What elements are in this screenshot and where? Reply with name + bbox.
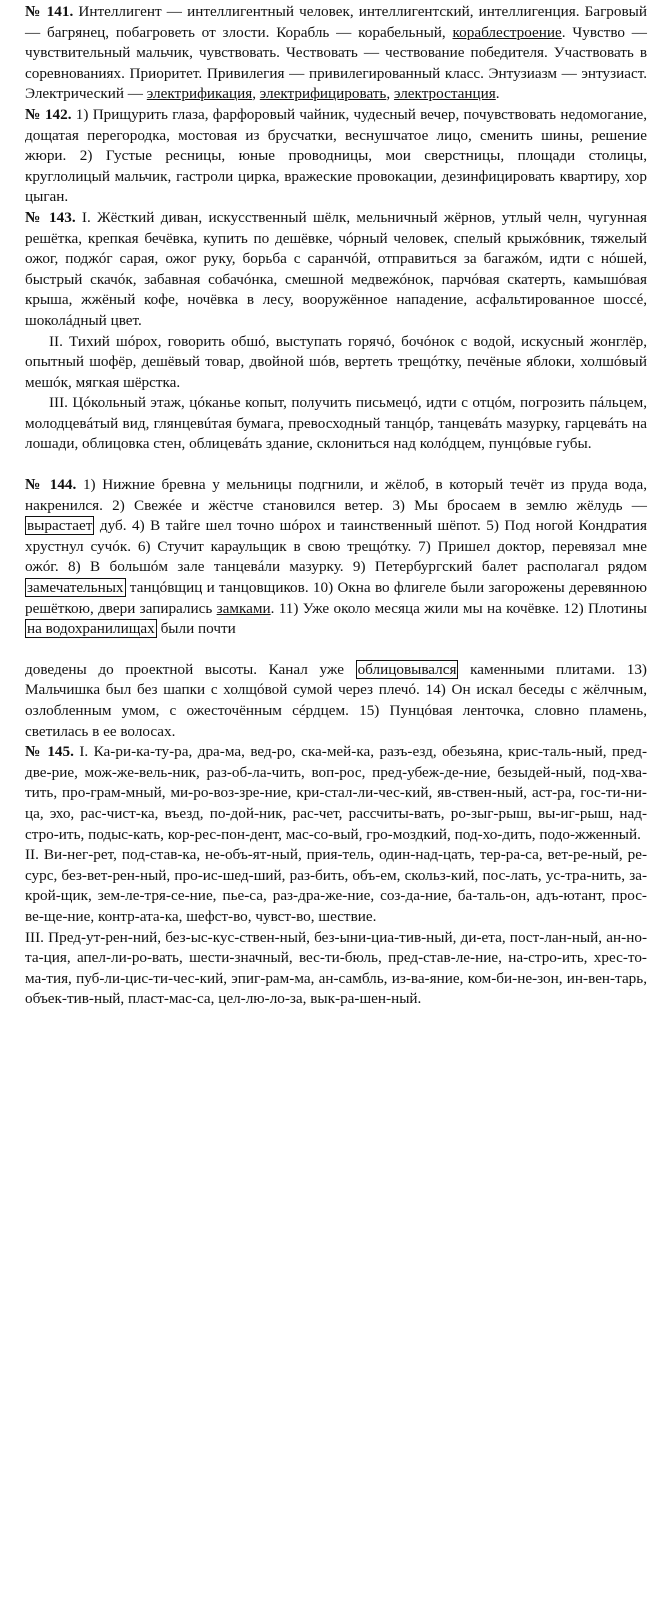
exercise-number: № 141. xyxy=(25,3,74,20)
exercise-142 xyxy=(25,105,647,208)
exercise-143 xyxy=(25,208,647,332)
exercise-143-part-3: III. Цóкольный этаж, цóканье копыт, получить письмецó, идти с отцóм, погрозить пáльцем, молодцевáтый вид, глянцевúтая бумага, превосходный танцóр, танцевáть мазурку, гарцевáть на лошади, облицовка стен, облицевáть здание, склониться над колóдцем, пунцóвые губы. xyxy=(25,394,647,453)
exercise-text: , xyxy=(386,85,394,103)
exercise-text: . Чувство — чувствительный мальчик, чувствовать. Чествовать — чествование победителя. Участвовать в соревнованиях. Приоритет. Привилегия — привилегированный класс. Энтузиазм — энтузиаст. Электрический — xyxy=(25,23,647,103)
underlined-word: кораблестроение xyxy=(452,23,562,41)
underlined-word: электрифицировать xyxy=(259,85,387,103)
exercise-number: № 144. xyxy=(25,476,77,494)
exercise-145 xyxy=(25,742,647,845)
word-morpheme-marked: вырастает xyxy=(27,517,93,535)
word-morpheme-marked: облицовывался xyxy=(357,660,457,678)
exercise-145-part-3: III. Пред-ут-рен-ний, без-ыс-кус-ствен-ный, без-ыни-циа-тив-ный, ди-ета, пост-лан-ный, ан-но-та-ция, апел-ли-ро-вать, шести-значный, вес-ти-бюль, пред-став-ле-ние, на-стро-ить, хрес-то-ма-тия, пуб-ли-цис-ти-чес-кий, эпиг-рам-ма, ан-самбль, из-ва-яние, ком-би-не-зон, ин-вен-тарь, объек-тив-ный, пласт-мас-са, цел-лю-ло-за, вык-ра-шен-ный. xyxy=(25,928,647,1008)
exercise-text: 1) Прищурить глаза, фарфоровый чайник, чудесный вечер, почувствовать недомогание, дощатая перегородка, мостовая из брусчатки, веснушчатое лицо, сменить шины, решение жюри. 2) Густые ресницы, юные проводницы, мои сверстницы, площади столицы, круглолицый мальчик, гастроли цирка, вражеские провокации, дезинфицировать квартиру, хор цыган. xyxy=(25,105,648,206)
underlined-word: электрификация xyxy=(146,85,253,103)
exercise-number: № 142. xyxy=(25,105,72,123)
exercise-text: I. Жёсткий диван, искусственный шёлк, мельничный жёрнов, утлый челн, чугунная решётка, крепкая бечёвка, купить по дешёвке, чópный человек, спелый крыжóвник, тяжелый ожог, поджóг сарая, ожог руку, борьба с саранчóй, отправиться за багажóм, идти с нóшей, быстрый скачóк, забавная собачóнка, смешной медвежóнок, парчóвая скатерть, камышóвая крыша, жжёный кофе, ночёвка в лесу, вооружённое нападение, асфальтированное шоссé, шоколáдный цвет. xyxy=(25,208,647,329)
exercise-145-part-2: II. Ви-нег-рет, под-став-ка, не-объ-ят-ный, прия-тель, один-над-цать, тер-ра-са, вет-ре-ный, ре-сурс, без-вет-рен-ный, про-ис-шед-ший, раз-бить, объ-ем, скольз-кий, пос-лать, ус-тра-нить, за-крой-щик, зем-ле-тря-се-ние, пье-са, раз-дра-же-ние, соз-да-ние, ба-таль-он, адъ-ютант, прос-ве-ще-ние, контр-ата-ка, шефст-во, чувст-во, шествие. xyxy=(25,846,647,925)
word-morpheme-marked: замечательных xyxy=(27,579,124,597)
exercise-number: № 145. xyxy=(25,743,74,761)
exercise-text: каменными плитами. 13) Мальчишка был без шапки с холщóвой сумой через плечó. 14) Он искал беседы с жёлчным, озлобленным умом, с ожесточённым сéрдцем. 15) Пунцóвая ленточка, словно пламень, светилась в ее волосах. xyxy=(25,660,647,740)
underlined-word: замками xyxy=(216,599,271,617)
exercise-text: доведены до проектной высоты. Канал уже xyxy=(25,660,356,678)
exercise-text: . xyxy=(495,85,500,103)
exercise-text: . 11) Уже около месяца жили мы на кочёвке. 12) Плотины xyxy=(270,599,647,617)
spacer xyxy=(25,640,647,660)
exercise-text: Интеллигент — интеллигентный человек, интеллигентский, интеллигенция. Багровый — багрянец, побагроветь от злости. Корабль — корабельный, xyxy=(25,3,648,41)
exercise-144-continued xyxy=(25,660,647,742)
word-morpheme-marked: на водохранилищах xyxy=(27,620,155,638)
underlined-word: электростанция xyxy=(393,85,496,103)
exercise-143-part-2: II. Тихий шóрох, говорить обшó, выступать горячó, бочóнок с водой, искусный жонглёр, опытный шофёр, дешёвый товар, двойной шóв, вертеть трещóтку, печёные яблоки, холшóвый мешóк, мягкая шёрстка. xyxy=(25,332,647,391)
exercise-number: № 143. xyxy=(25,208,76,226)
spacer xyxy=(25,455,647,475)
exercise-text: танцóвщиц и танцовщиков. 10) Окна во флигеле были загорожены деревянною решёткою, двери запирались xyxy=(25,579,647,617)
exercise-text: дуб. 4) В тайге шел точно шóрох и таинственный шёпот. 5) Под ногой Кондратия хрустнул сучóк. 6) Стучит караульщик в свою трещóтку. 7) Пришел доктор, перевязал мне ожóг. 8) В большóм зале танцевáли мазурку. 9) Петербургский балет располагал рядом xyxy=(25,517,647,576)
exercise-144 xyxy=(25,475,647,640)
exercise-text: I. Ка-ри-ка-ту-ра, дра-ма, вед-ро, ска-мей-ка, разъ-езд, обезьяна, крис-таль-ный, пред-две-рие, мож-же-вель-ник, раз-об-ла-чить, воп-рос, пред-убеж-де-ние, безыдей-ный, под-хва-тить, про-грам-мный, ми-ро-воз-зре-ние, кри-стал-ли-чес-кий, яв-ствен-ный, аст-ра, гос-ти-ни-ца, эхо, рас-чист-ка, въезд, по-дой-ник, рас-чет, рассчиты-вать, ро-зыг-рыш, вы-иг-рыш, над-стро-ить, подыс-кать, кор-рес-пон-дент, мас-со-вый, гро-моздкий, под-хо-дить, подо-жженный. xyxy=(25,743,648,843)
exercise-text: 1) Нижние бревна у мельницы подгнили, и жёлоб, в который течёт из пруда вода, накренился. 2) Свежéе и жёстче становился ветер. 3) Мы бросаем в землю жёлудь — xyxy=(25,476,647,514)
exercise-text: , xyxy=(252,85,260,103)
textbook-page xyxy=(25,2,647,1010)
exercise-141 xyxy=(25,2,647,105)
exercise-text: были почти xyxy=(156,620,236,638)
